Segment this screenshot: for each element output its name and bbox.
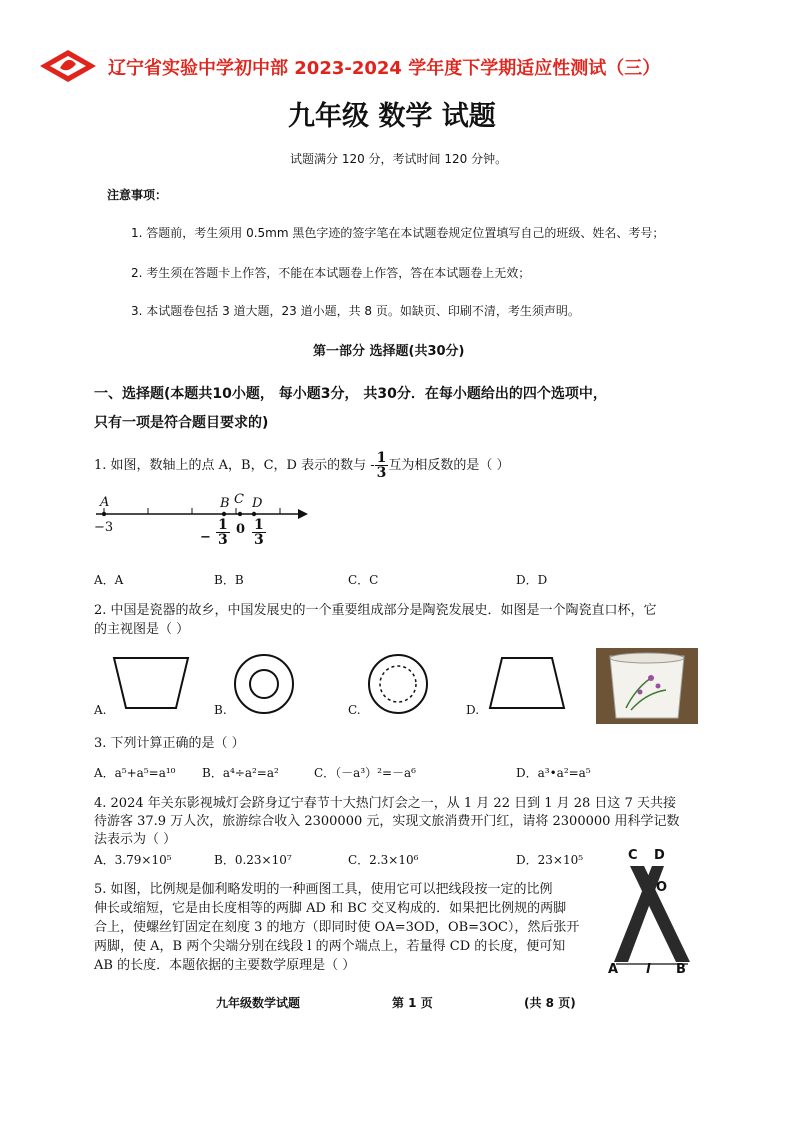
question-1 — [94, 451, 510, 480]
q2-option-b[interactable]: B. — [214, 703, 227, 717]
fig-label-l: l — [646, 962, 651, 977]
note-item: 3. 本试题卷包括 3 道大题，23 道小题，共 8 页。如缺页、印刷不清，考生须声明。 — [131, 304, 580, 318]
fraction: $\frac{1}{3}$ — [376, 450, 387, 481]
tick-label-neg3: −3 — [94, 520, 114, 535]
q3-option-b[interactable]: B．a⁴÷a²=a² — [202, 766, 279, 780]
q2-option-d[interactable]: D. — [466, 703, 480, 717]
q2-text: 的主视图是（ ） — [94, 622, 190, 637]
tick-label-minus: − — [200, 530, 211, 545]
notes-heading: 注意事项： — [107, 188, 168, 202]
tick-label-zero: 0 — [236, 522, 246, 537]
tick-label-neg-third: $\frac{1}{3}$ — [218, 517, 228, 548]
q3-option-c[interactable]: C．（－a³）²=－a⁶ — [314, 766, 416, 780]
fig-label-d: D — [654, 848, 665, 863]
q5-text: 两脚，使 A，B 两个尖端分别在线段 l 的两个端点上，若量得 CD 的长度，便可知 — [94, 939, 566, 954]
footer-page: 第 1 页 — [392, 996, 433, 1010]
note-item: 2. 考生须在答题卡上作答，不能在本试题卷上作答，答在本试题卷上无效； — [131, 266, 531, 280]
q5-text: 合上，使螺丝钉固定在刻度 3 的地方（即同时使 OA=3OD，OB=3OC），然后张开 — [94, 920, 580, 935]
section-heading: 一、选择题(本题共10小题， 每小题3分， 共30分．在每小题给出的四个选项中， — [94, 386, 607, 402]
note-item: 1. 答题前，考生须用 0.5mm 黑色字迹的签字笔在本试题卷规定位置填写自己的班级、姓名、考号； — [131, 226, 665, 240]
exam-info: 试题满分 120 分，考试时间 120 分钟。 — [290, 152, 508, 166]
q4-text: 待游客 37.9 万人次，旅游综合收入 2300000 元，实现文旅消费开门红，请将 2300000 用科学记数 — [94, 814, 680, 829]
proportional-compass-figure — [606, 860, 696, 970]
q1-text: 互为相反数的是（ ） — [388, 458, 510, 473]
ceramic-cup-photo — [596, 648, 698, 724]
option-d-trapezoid-figure — [488, 656, 568, 712]
option-c-dashed-annulus-figure — [366, 652, 430, 716]
q4-option-d[interactable]: D．23×10⁵ — [516, 853, 584, 867]
number-line — [90, 490, 320, 560]
q2-option-c[interactable]: C. — [348, 703, 361, 717]
q5-text: 伸长或缩短，它是由长度相等的两脚 AD 和 BC 交叉构成的．如果把比例规的两脚 — [94, 901, 567, 916]
fig-label-c: C — [628, 848, 638, 863]
q4-option-b[interactable]: B．0.23×10⁷ — [214, 853, 292, 867]
q3-text: 3. 下列计算正确的是（ ） — [94, 736, 245, 751]
fig-label-o: O — [656, 880, 668, 895]
point-c-label: C — [234, 492, 244, 507]
point-a-label: A — [100, 495, 110, 510]
fig-label-b: B — [676, 962, 686, 977]
footer-total: (共 8 页) — [524, 996, 576, 1010]
q2-option-a[interactable]: A. — [94, 703, 107, 717]
q4-text: 4. 2024 年关东影视城灯会跻身辽宁春节十大热门灯会之一，从 1 月 22 日到 1 月 28 日这 7 天共接 — [94, 796, 676, 811]
tick-label-pos-third: $\frac{1}{3}$ — [254, 517, 264, 548]
q2-text: 2. 中国是瓷器的故乡，中国发展史的一个重要组成部分是陶瓷发展史．如图是一个陶瓷直口杯，它 — [94, 603, 657, 618]
q4-text: 法表示为（ ） — [94, 832, 177, 847]
q5-text: AB 的长度．本题依据的主要数学原理是（ ） — [94, 958, 356, 973]
q1-option-d[interactable]: D．D — [516, 573, 548, 587]
footer-subject: 九年级数学试题 — [216, 996, 301, 1010]
part-title: 第一部分 选择题(共30分) — [313, 344, 465, 359]
option-a-trapezoid-figure — [112, 656, 192, 712]
q1-option-c[interactable]: C．C — [348, 573, 379, 587]
q1-option-b[interactable]: B．B — [214, 573, 244, 587]
q3-option-d[interactable]: D．a³•a²=a⁵ — [516, 766, 591, 780]
q4-option-c[interactable]: C．2.3×10⁶ — [348, 853, 419, 867]
exam-title: 九年级 数学 试题 — [288, 101, 496, 132]
q5-text: 5. 如图，比例规是伽利略发明的一种画图工具，使用它可以把线段按一定的比例 — [94, 882, 553, 897]
q1-text: 1. 如图，数轴上的点 A，B，C，D 表示的数与 - — [94, 458, 375, 473]
section-heading: 只有一项是符合题目要求的) — [94, 415, 269, 431]
q1-option-a[interactable]: A．A — [94, 573, 124, 587]
point-d-label: D — [252, 496, 263, 511]
q4-option-a[interactable]: A．3.79×10⁵ — [94, 853, 172, 867]
option-b-annulus-figure — [232, 652, 296, 716]
school-logo-icon — [38, 48, 98, 84]
point-b-label: B — [220, 496, 230, 511]
fig-label-a: A — [608, 962, 619, 977]
school-title: 辽宁省实验中学初中部 2023-2024 学年度下学期适应性测试（三） — [108, 58, 661, 79]
q3-option-a[interactable]: A．a⁵+a⁵=a¹⁰ — [94, 766, 176, 780]
